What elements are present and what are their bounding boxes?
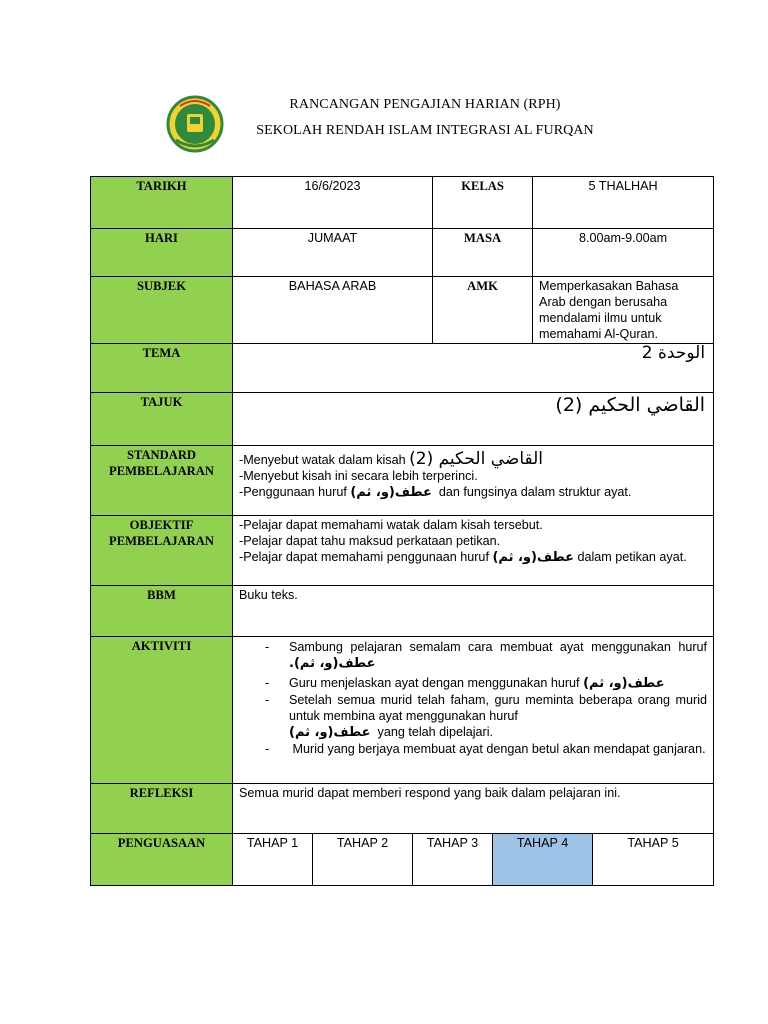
aktiviti-item-4: - Murid yang berjaya membuat ayat dengan betul akan mendapat ganjaran.: [265, 741, 707, 757]
tajuk-arabic: القاضي الحكيم (2): [555, 394, 706, 416]
value-tema: [233, 344, 714, 393]
label-amk: AMK: [433, 277, 533, 344]
aktiviti-item-3: - Setelah semua murid telah faham, guru meminta beberapa orang murid untuk membina ayat menggunakan huruf عطف(و، ثم) yang telah dipelajari.: [265, 692, 707, 741]
label-bbm: BBM: [91, 586, 233, 637]
value-standard: [233, 446, 714, 516]
value-masa: 8.00am-9.00am: [533, 229, 714, 277]
row-bbm: [91, 586, 714, 637]
label-aktiviti: AKTIVITI: [91, 637, 233, 784]
standard-line3-pre: -Penggunaan huruf: [239, 485, 347, 499]
label-masa: MASA: [433, 229, 533, 277]
value-bbm: Buku teks.: [233, 586, 714, 637]
label-penguasaan: PENGUASAAN: [91, 834, 233, 886]
objektif-line2: -Pelajar dapat tahu maksud perkataan petikan.: [239, 534, 501, 548]
value-kelas: 5 THALHAH: [533, 177, 714, 229]
row-standard: [91, 446, 714, 516]
label-subjek: SUBJEK: [91, 277, 233, 344]
standard-line3-post: dan fungsinya dalam struktur ayat.: [438, 485, 632, 499]
school-name: SEKOLAH RENDAH ISLAM INTEGRASI AL FURQAN: [256, 123, 594, 138]
row-tarikh: [91, 177, 714, 229]
aktiviti-item-2: - Guru menjelaskan ayat dengan menggunakan huruf عطف(و، ثم): [265, 675, 707, 692]
value-hari: JUMAAT: [233, 229, 433, 277]
school-crest-logo: [166, 94, 224, 154]
row-objektif: [91, 516, 714, 586]
value-tajuk: [233, 393, 714, 446]
value-subjek: BAHASA ARAB: [233, 277, 433, 344]
value-amk: Memperkasakan Bahasa Arab dengan berusaha mendalami ilmu untuk memahami Al-Quran.: [533, 277, 714, 344]
tema-arabic: الوحدة 2: [641, 343, 706, 363]
aktiviti-list: [239, 639, 707, 757]
label-hari: HARI: [91, 229, 233, 277]
aktiviti-item-1: - Sambung pelajaran semalam cara membuat ayat menggunakan huruf عطف(و، ثم).: [265, 639, 707, 672]
aktiviti-item2-arabic: عطف(و، ثم): [583, 676, 665, 691]
objektif-line3-post: dalam petikan ayat.: [577, 550, 687, 564]
standard-line1-arabic: القاضي الحكيم (2): [409, 449, 544, 469]
label-objektif: OBJEKTIF PEMBELAJARAN: [91, 516, 233, 586]
value-tarikh: 16/6/2023: [233, 177, 433, 229]
tahap-2: TAHAP 2: [313, 834, 413, 886]
standard-line2: -Menyebut kisah ini secara lebih terperinci.: [239, 469, 478, 483]
value-refleksi: Semua murid dapat memberi respond yang baik dalam pelajaran ini.: [233, 784, 714, 834]
row-refleksi: [91, 784, 714, 834]
row-tajuk: [91, 393, 714, 446]
standard-line3-arabic: عطف(و، ثم): [350, 485, 432, 500]
aktiviti-item1-arabic: عطف(و، ثم).: [289, 656, 376, 671]
aktiviti-item3-arabic: عطف(و، ثم): [289, 725, 371, 740]
row-tema: [91, 344, 714, 393]
value-aktiviti: [233, 637, 714, 784]
standard-line1-text: -Menyebut watak dalam kisah: [239, 453, 406, 467]
tahap-4-selected: TAHAP 4: [493, 834, 593, 886]
rph-table: [90, 176, 714, 886]
label-tajuk: TAJUK: [91, 393, 233, 446]
row-penguasaan: [91, 834, 714, 886]
objektif-line1: -Pelajar dapat memahami watak dalam kisah tersebut.: [239, 518, 543, 532]
label-tarikh: TARIKH: [91, 177, 233, 229]
tahap-3: TAHAP 3: [413, 834, 493, 886]
row-hari: [91, 229, 714, 277]
label-kelas: KELAS: [433, 177, 533, 229]
row-subjek: [91, 277, 714, 344]
value-objektif: [233, 516, 714, 586]
label-refleksi: REFLEKSI: [91, 784, 233, 834]
tahap-5: TAHAP 5: [593, 834, 714, 886]
label-tema: TEMA: [91, 344, 233, 393]
document-title: RANCANGAN PENGAJIAN HARIAN (RPH): [289, 97, 561, 112]
objektif-line3-arabic: عطف(و، ثم): [492, 550, 574, 565]
objektif-line3-pre: -Pelajar dapat memahami penggunaan huruf: [239, 550, 489, 564]
tahap-1: TAHAP 1: [233, 834, 313, 886]
row-aktiviti: [91, 637, 714, 784]
label-standard: STANDARD PEMBELAJARAN: [91, 446, 233, 516]
